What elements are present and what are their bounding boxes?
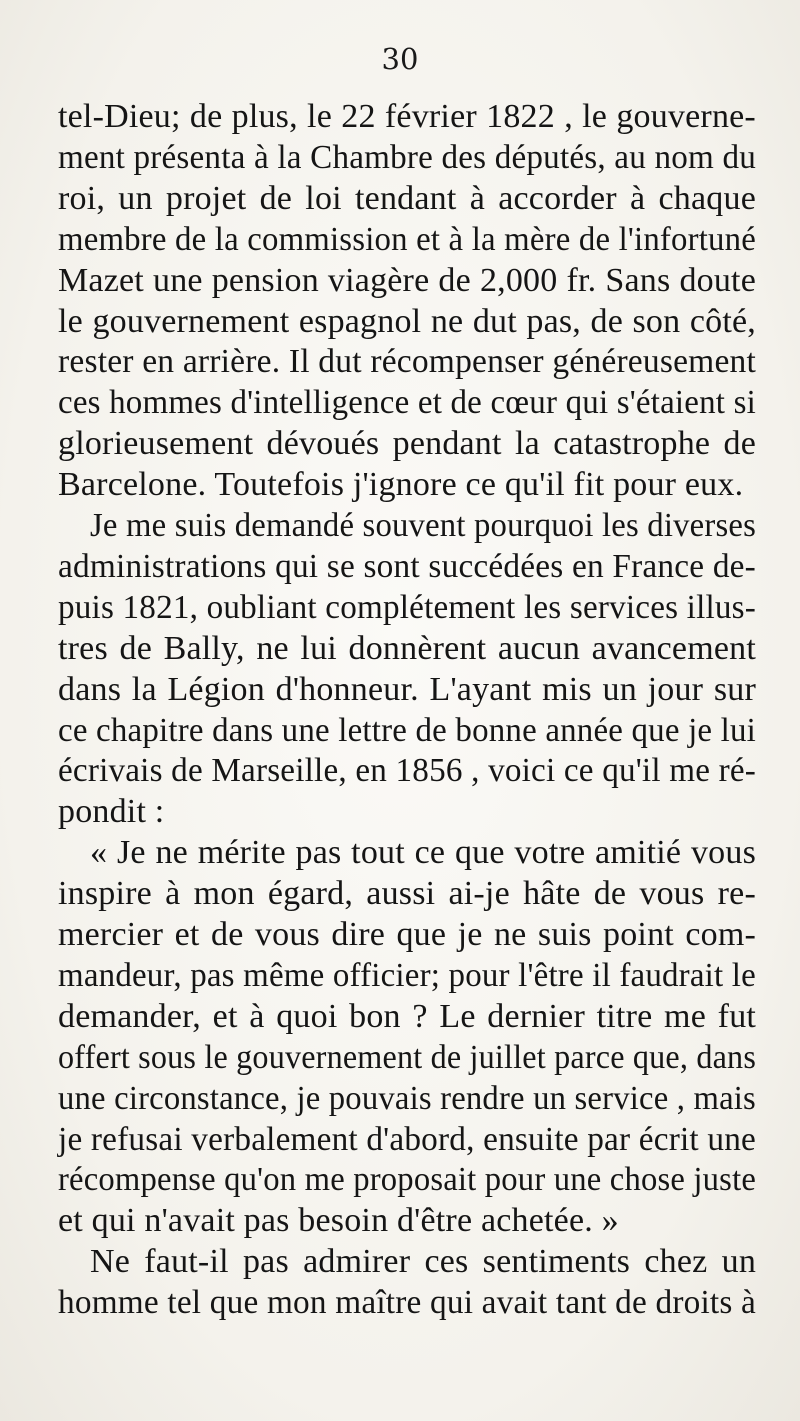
text-line: membre de la commission et à la mère de l'infortuné [58, 220, 757, 258]
text-line: rester en arrière. Il dut récompenser généreusement [58, 343, 757, 381]
text-line: demander, et à quoi bon ? Le dernier titre me fut [58, 997, 757, 1035]
text-line: pondit : [58, 793, 165, 831]
text-line: une circonstance, je pouvais rendre un service , mais [58, 1079, 756, 1117]
text-line: tel-Dieu; de plus, le 22 février 1822 , le gouverne- [58, 98, 756, 135]
text-line: Ne faut-il pas admirer ces sentiments chez un [90, 1243, 757, 1281]
text-line: inspire à mon égard, aussi ai-je hâte de vous re- [58, 875, 756, 913]
text-line: le gouvernement espagnol ne dut pas, de son côté, [58, 302, 756, 340]
text-line: tres de Bally, ne lui donnèrent aucun avancement [58, 629, 756, 667]
text-line: récompense qu'on me proposait pour une chose juste [58, 1161, 757, 1199]
text-line: homme tel que mon maître qui avait tant de droits à [58, 1284, 757, 1322]
text-line: offert sous le gouvernement de juillet parce que, dans [58, 1038, 757, 1076]
text-line: puis 1821, oubliant complétement les services illus- [58, 588, 757, 626]
text-line: et qui n'avait pas besoin d'être achetée. » [58, 1202, 619, 1240]
text-line: administrations qui se sont succédées en France de- [58, 547, 756, 585]
text-line: Mazet une pension viagère de 2,000 fr. Sans doute [58, 261, 756, 299]
text-line: mercier et de vous dire que je ne suis point com- [58, 916, 757, 953]
text-line: Je me suis demandé souvent pourquoi les diverses [90, 507, 757, 544]
text-line: roi, un projet de loi tendant à accorder à chaque [58, 179, 756, 217]
page-number: 30 [381, 42, 419, 76]
text-line: ces hommes d'intelligence et de cœur qui s'étaient si [58, 384, 756, 422]
text-line: glorieusement dévoués pendant la catastrophe de [58, 425, 756, 463]
text-line: « Je ne mérite pas tout ce que votre amitié vous [90, 834, 757, 872]
text-line: dans la Légion d'honneur. L'ayant mis un jour sur [58, 670, 757, 708]
text-line: je refusai verbalement d'abord, ensuite par écrit une [58, 1120, 757, 1158]
text-line: ment présenta à la Chambre des députés, au nom du [58, 138, 756, 176]
text-line: ce chapitre dans une lettre de bonne année que je lui [58, 711, 757, 749]
text-line: Barcelone. Toutefois j'ignore ce qu'il fit pour eux. [58, 466, 744, 504]
text-line: écrivais de Marseille, en 1856 , voici ce qu'il me ré- [58, 752, 757, 790]
text-line: mandeur, pas même officier; pour l'être il faudrait le [58, 956, 756, 994]
